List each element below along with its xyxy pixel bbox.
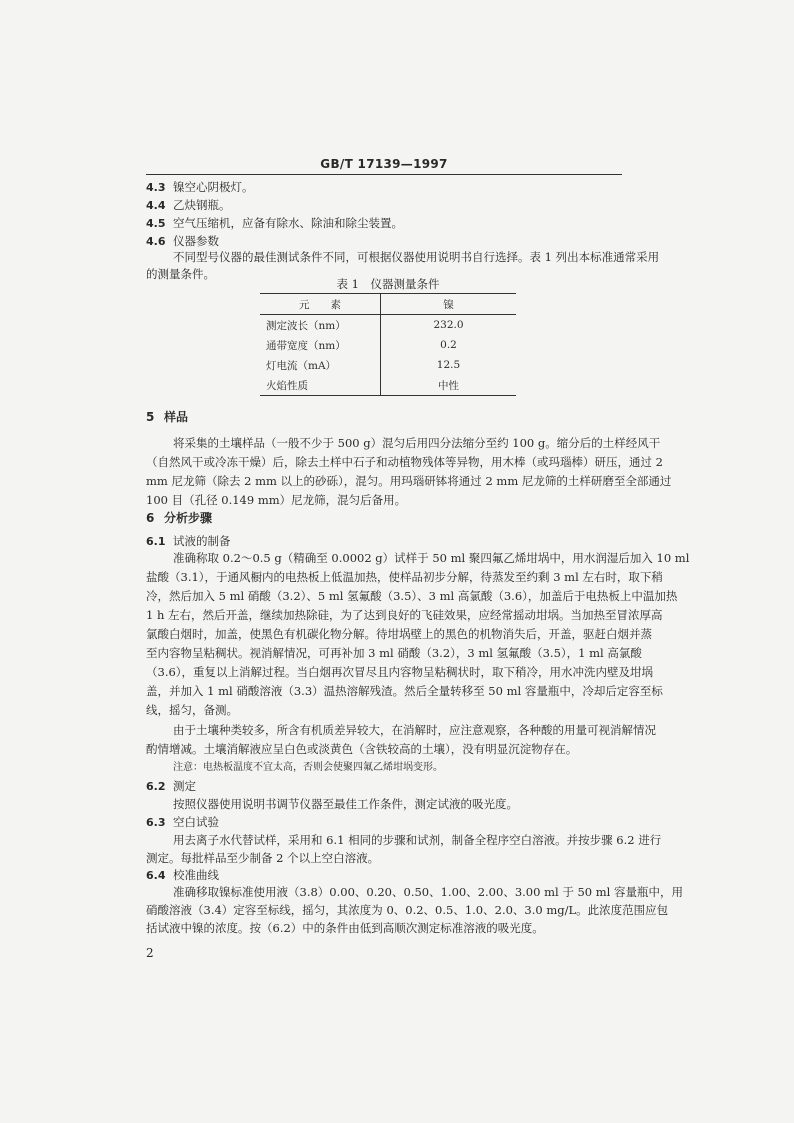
table-header-row xyxy=(260,294,516,315)
paragraph-line: 测定。每批样品至少制备 2 个以上空白溶液。 xyxy=(146,851,380,865)
clause-4-5: 4.5 空气压缩机，应备有除水、除油和除尘装置。 xyxy=(146,216,403,230)
clause-6-2: 6.2 测定 xyxy=(146,779,196,793)
section-heading-5: 5 样品 xyxy=(146,410,189,424)
paragraph-line: 按照仪器使用说明书调节仪器至最佳工作条件，测定试液的吸光度。 xyxy=(173,797,518,811)
paragraph-line: 括试液中镍的浓度。按（6.2）中的条件由低到高顺次测定标准溶液的吸光度。 xyxy=(146,921,544,935)
table-cell: 0.2 xyxy=(440,339,457,351)
paragraph-line: 线，摇匀，备测。 xyxy=(146,703,238,717)
clause-4-6: 4.6 仪器参数 xyxy=(146,234,219,248)
table-cell: 测定波长（nm） xyxy=(260,315,381,336)
table-header-cell: 元 素 xyxy=(260,294,381,315)
paragraph-line: （3.6），重复以上消解过程。当白烟再次冒尽且内容物呈粘稠状时，取下稍冷，用水冲洗内壁及坩埚 xyxy=(146,665,654,679)
table-cell: 232.0 xyxy=(433,319,464,331)
table-cell: 中性 xyxy=(381,375,517,396)
paragraph-line: 由于土壤种类较多，所含有机质差异较大，在消解时，应注意观察，各种酸的用量可视消解情况 xyxy=(173,723,656,737)
header-rule xyxy=(146,174,622,175)
paragraph-line: 硝酸溶液（3.4）定容至标线，摇匀，其浓度为 0、0.2、0.5、1.0、2.0、3.0 mg/L。此浓度范围应包 xyxy=(146,903,669,917)
table-row xyxy=(260,375,516,396)
paragraph-line: 氯酸白烟时，加盖，使黑色有机碳化物分解。待坩埚壁上的黑色的机物消失后，开盖，驱赶白烟并蒸 xyxy=(146,627,652,641)
table-header-cell: 镍 xyxy=(381,294,517,315)
clause-6-4: 6.4 校准曲线 xyxy=(146,868,219,882)
note-text: 注意：电热板温度不宜太高，否则会使聚四氟乙烯坩埚变形。 xyxy=(173,762,443,773)
paragraph-line: 盖，并加入 1 ml 硝酸溶液（3.3）温热溶解残渣。然后全量转移至 50 ml 容量瓶中，冷却后定容至标 xyxy=(146,684,663,698)
paragraph-line: 酌情增减。土壤消解液应呈白色或淡黄色（含铁较高的土壤），没有明显沉淀物存在。 xyxy=(146,742,578,756)
paragraph-line: 用去离子水代替试样，采用和 6.1 相同的步骤和试剂，制备全程序空白溶液。并按步骤 6.2 进行 xyxy=(173,833,662,847)
paragraph-line: 准确称取 0.2～0.5 g（精确至 0.0002 g）试样于 50 ml 聚四氟乙烯坩埚中，用水润湿后加入 10 ml xyxy=(173,551,690,565)
section-heading-6: 6 分析步骤 xyxy=(146,511,213,525)
table-row xyxy=(260,335,516,355)
clause-6-3: 6.3 空白试验 xyxy=(146,815,219,829)
paragraph-line: 准确移取镍标准使用液（3.8）0.00、0.20、0.50、1.00、2.00、3.00 ml 于 50 ml 容量瓶中，用 xyxy=(173,885,683,899)
table-cell: 通带宽度（nm） xyxy=(260,335,381,355)
paragraph-line: 的测量条件。 xyxy=(146,267,215,281)
paragraph-line: 盐酸（3.1），于通风橱内的电热板上低温加热，使样品初步分解，待蒸发至约剩 3 ml 左右时，取下稍 xyxy=(146,570,663,584)
paragraph-line: 1 h 左右，然后开盖，继续加热除硅，为了达到良好的飞硅效果，应经常摇动坩埚。当加热至冒浓厚高 xyxy=(146,608,663,622)
table-cell: 火焰性质 xyxy=(260,375,381,396)
table-row xyxy=(260,355,516,375)
paragraph-line: 将采集的土壤样品（一般不少于 500 g）混匀后用四分法缩分至约 100 g。缩分后的土样经风干 xyxy=(173,436,661,450)
paragraph-line: 至内容物呈粘稠状。视消解情况，可再补加 3 ml 硝酸（3.2），3 ml 氢氟酸（3.5），1 ml 高氯酸 xyxy=(146,646,642,660)
clause-4-3: 4.3 镍空心阴极灯。 xyxy=(146,180,254,194)
paragraph-line: 冷，然后加入 5 ml 硝酸（3.2）、5 ml 氢氟酸（3.5）、3 ml 高氯酸（3.6），加盖后于电热板上中温加热 xyxy=(146,589,678,603)
table-row xyxy=(260,315,516,336)
clause-6-1: 6.1 试液的制备 xyxy=(146,534,231,548)
table-cell: 灯电流（mA） xyxy=(260,355,381,375)
table-cell: 12.5 xyxy=(436,359,461,371)
paragraph-line: （自然风干或冷冻干燥）后，除去土样中石子和动植物残体等异物，用木棒（或玛瑙棒）研压，通过 2 xyxy=(146,455,663,469)
clause-4-4: 4.4 乙炔钢瓶。 xyxy=(146,198,231,212)
standard-number: GB/T 17139—1997 xyxy=(320,157,448,171)
instrument-conditions-table xyxy=(260,293,516,396)
paragraph-line: 不同型号仪器的最佳测试条件不同，可根据仪器使用说明书自行选择。表 1 列出本标准通常采用 xyxy=(173,250,660,264)
paragraph-line: mm 尼龙筛（除去 2 mm 以上的砂砾），混匀。用玛瑙研钵将通过 2 mm 尼龙筛的土样研磨至全部通过 xyxy=(146,474,672,488)
table-caption: 表 1 仪器测量条件 xyxy=(336,277,440,291)
page-number: 2 xyxy=(146,946,154,960)
paragraph-line: 100 目（孔径 0.149 mm）尼龙筛，混匀后备用。 xyxy=(146,493,407,507)
